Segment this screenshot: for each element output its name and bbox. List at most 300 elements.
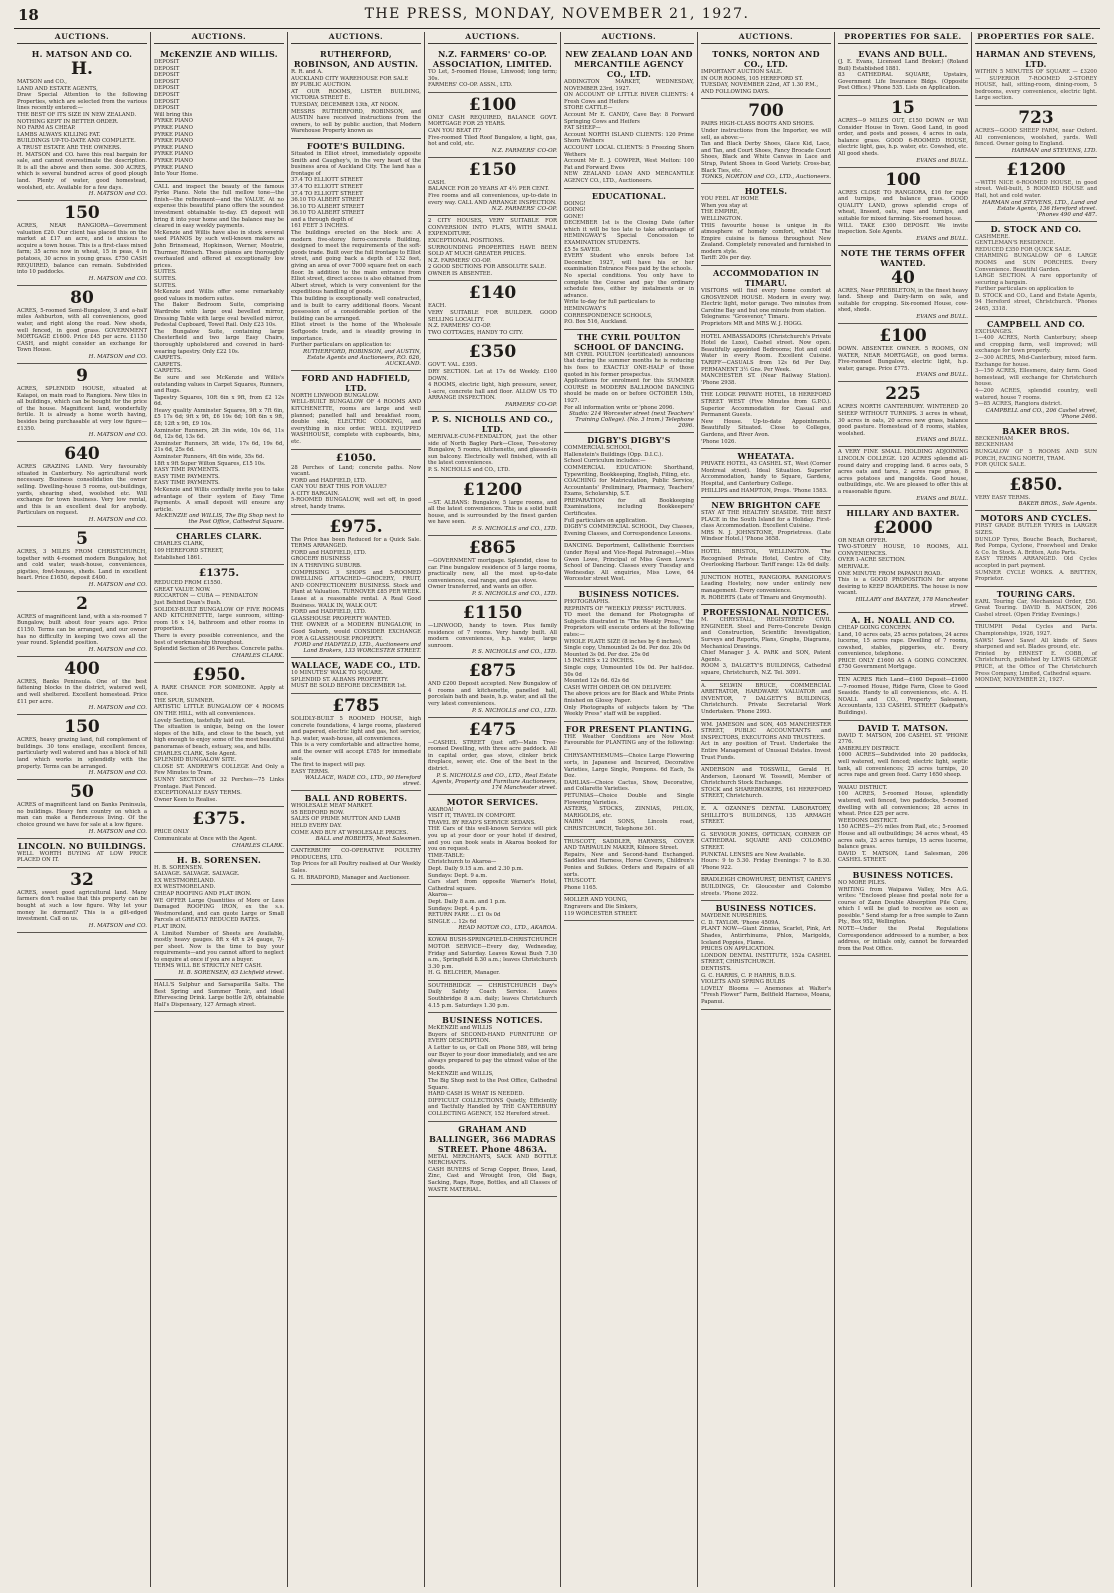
advertisement bbox=[154, 807, 284, 852]
ad-headline-figure: £375. bbox=[192, 809, 246, 830]
advertisement bbox=[428, 47, 557, 93]
ad-title: HOTELS. bbox=[744, 186, 788, 197]
advertisement bbox=[428, 216, 557, 281]
column-1 bbox=[14, 32, 151, 1587]
ad-body-text: ACRES, sweet good agricultural land. Many farmers don't realise that this property can be bought at such a low figure. Why let your money lie dormant? This is a gilt-edged investment. Call on us. bbox=[17, 889, 149, 923]
ad-body-text: CHARLES CLARK, 109 HEREFORD STREET, Established 1861. bbox=[154, 541, 224, 561]
column-8 bbox=[972, 32, 1100, 1587]
ad-body-text: PRIVATE HOTEL, 43 CASHEL ST., West (Corner Montreal street). Ideal Situation. Superior Accommodation, handy to Square, Gardens, Hospital, and Canterbury College. PHILLIPS and HAMPTON, Props. 'Phone 1583. bbox=[701, 461, 831, 494]
ad-title: HARMAN AND STEVENS, LTD. bbox=[975, 49, 1097, 69]
ad-title: CAMPBELL AND CO. bbox=[986, 318, 1086, 329]
ad-body-text: VISITORS will find every home comfort at GROSVENOR HOUSE. Modern in every way. Electric light, motor garage. Two minutes from Caroline Bay and but one minute from station. Telegrams: "Grosvenor," Timaru. Proprietors MR and MRS W. J. HOGG. bbox=[701, 288, 831, 328]
advertisement bbox=[17, 286, 147, 364]
ad-title: DIGBY'S DIGBY'S bbox=[587, 435, 671, 446]
advertisement bbox=[428, 659, 557, 717]
advertisement bbox=[838, 47, 968, 96]
advertisement bbox=[291, 791, 421, 846]
ad-signature: P. S. NICHOLLS and CO., LTD., Real Estate Agents, Property and Furniture Auctioneers, 174 Manchester street. bbox=[432, 772, 557, 791]
ad-signature: EVANS and BULL. bbox=[916, 235, 968, 242]
ad-body-text: ACRES, NEAR RANGIORA—Government valuation £20. Our client has placed this on the market at £17 an acre, and is anxious to acquire a town house. This is a first-class mixed farm; 35 acres now in wheat, 15 in peas, 4 in potatoes, 30 acres in young grass. £750 CASH REQUIRED, balance can remain. Subdivided into 10 paddocks. bbox=[17, 223, 149, 276]
advertisement bbox=[17, 364, 147, 442]
ad-title: BUSINESS NOTICES. bbox=[715, 903, 817, 914]
ad-body-text: MR CYRIL POULTON (certificated) announces that during the summer months he is reducing his fees to EXACTLY ONE-HALF of those quoted in his former prospectus. Applications for enrolment for this SUMMER COURSE in MODERN BALLROOM DANCING should be made on or before OCTOBER 15th, 1927. For all information write or 'phone 2096. bbox=[564, 351, 694, 411]
ad-signature: FARMERS' CO-OP. bbox=[505, 402, 557, 408]
advertisement bbox=[428, 1122, 557, 1198]
ad-body-text: STAY AT THE HEALTHY SEASIDE. THE BEST PLACE in the South Island for a Holiday. First-class Accommodation. Excellent Cuisine. MRS N. J. JOHNSTONE, Proprietress. (Late Windsor Hotel.) 'Phone 3658. bbox=[701, 510, 831, 543]
advertisement bbox=[838, 613, 968, 675]
ad-signature: FORD and HADFIELD, LTD., Auctioneers and Land Brokers, 133 WORCESTER STREET. bbox=[293, 642, 421, 655]
ad-signature: BAKER BROS., Sole Agents. bbox=[1018, 501, 1097, 508]
ad-title: WHEATATA. bbox=[737, 451, 795, 462]
advertisement bbox=[701, 765, 831, 804]
masthead bbox=[14, 4, 1100, 29]
ad-title: A. H. NOALL AND CO. bbox=[850, 614, 956, 625]
ad-title: FOR PRESENT PLANTING. bbox=[565, 723, 693, 734]
advertisement bbox=[291, 658, 421, 694]
column-heading: AUCTIONS. bbox=[564, 32, 694, 44]
ad-body-text: ACRES of magnificent land on Banks Peninsula, no buildings. Heavy fern country on which a man can make a Rendezvous living. Of the choice ground we have for sale at a low figure. bbox=[17, 802, 149, 828]
column-heading: AUCTIONS. bbox=[428, 32, 557, 44]
ad-title: H. B. SORENSEN. bbox=[176, 854, 262, 865]
ad-body-text: PHOTOGRAPHS. REPRINTS OF "WEEKLY PRESS" PICTURES. TO meet the demand for Photographs of Subjects illustrated in "The Weekly Press," the Proprietors will execute orders at the following rates:— WHOLE PLATE SIZE (8 inches by 6 inches). Single copy, Unmounted 2s 0d. Per doz. 20s 0d Mounted 3s 0d. Per doz. 25s 0d 15 INCHES x 12 INCHES. Single copy, Unmounted 10s 0d. Per half-doz. 50s 0d Mounted 12s 6d. 62s 6d CASH WITH ORDER OR ON DELIVERY. The above prices are for Black and White Prints finished on Glossy Paper. Only Photographs of subjects taken by "The Weekly Press" staff will be supplied. bbox=[564, 599, 694, 718]
ad-title: EDUCATIONAL. bbox=[591, 190, 667, 201]
ad-body-text: TRUSCOTT, SADDLER, HARNESS, COVER AND TARPAULIN MAKER, Kilmore Street. Repairs, New and Second-hand Exchanged. Saddles and Harness, Horse Covers, Children's Ponies and Sulkies. Orders and Repairs of all sorts. TRUSCOTT. Phone 1165. bbox=[564, 838, 694, 891]
advertisement bbox=[154, 663, 284, 808]
advertisement bbox=[291, 694, 421, 791]
advertisement bbox=[975, 106, 1097, 158]
ad-body-text: 28 Perches of Land; concrete paths. Now vacant. FORD and HADFIELD, LTD. CAN YOU BEAT THIS FOR VALUE? A CITY BARGAIN. 5-ROOMED BUNGALOW, well set off, in good street, handy trams. bbox=[291, 464, 421, 511]
ad-body-text: R. R. and A. AUCKLAND CITY WAREHOUSE FOR SALE BY PUBLIC AUCTION. AT OUR ROOMS, LISTER BUILDING, VICTORIA STREET E. TUESDAY, DECEMBER 13th, AT NOON. MESSRS RUTHERFORD, ROBINSON, and AUSTIN have received instructions from the owners, to sell by public auction, that Modern Warehouse Property known as bbox=[291, 69, 421, 135]
ad-body-text: MAYDENE NURSERIES. C. D. TAYLOR. 'Phone 4509A. PLANT NOW—Giant Zinnias, Scarlet, Pink, Art Shades, Antirrhinums, Phlox, Marigolds, Iceland Poppies, Flame. PRICES ON APPLICATION. LONDON DENTAL INSTITUTE, 152a CASHEL STREET, CHRISTCHURCH. DENTISTS. G. C. HARRIS, C. P. HARRIS, B.D.S. VIOLETS AND SPRING BULBS LOVELY Blooms — Anemones at Walter's "Fresh Flower" Farm, Beltfield Harness, Moana, Papanui. bbox=[701, 913, 831, 1005]
advertisement bbox=[975, 317, 1097, 424]
advertisement bbox=[428, 795, 557, 936]
column-7 bbox=[835, 32, 972, 1587]
ad-title: ACCOMMODATION IN TIMARU. bbox=[713, 268, 819, 289]
ad-title: FOOTE'S BUILDING. bbox=[306, 140, 406, 151]
ad-body-text: —ST. ALBANS: Bungalow, 5 large rooms, and all the latest conveniences. This is a solid built house, and is surrounded by the finest garden we have seen. bbox=[428, 499, 559, 526]
ad-headline-figure: 700 bbox=[748, 101, 784, 122]
ad-body-text: BECKENHAM BECKENHAM BUNGALOW OF 5 ROOMS AND SUN PORCH, FACING NORTH, TRAM. FOR QUICK SALE. bbox=[975, 435, 1097, 469]
column-heading: AUCTIONS. bbox=[154, 32, 284, 44]
column-4 bbox=[425, 32, 561, 1587]
advertisement bbox=[564, 330, 694, 433]
advertisement bbox=[701, 875, 831, 901]
ad-body-text: ACRES, heavy grazing land, full complement of buildings. 30 tons ensilage, excellent fences, particularly well watered and has a block of hill land which works in splendidly with the property. Terms can be arranged. bbox=[17, 737, 149, 770]
ad-signature: WALLACE, WADE CO., LTD., 90 Hereford street. bbox=[304, 775, 421, 788]
advertisement bbox=[975, 473, 1097, 512]
advertisement bbox=[428, 981, 557, 1013]
column-heading: PROPERTIES FOR SALE. bbox=[975, 32, 1097, 44]
ad-body-text: ACRES, Near PREBBLETON, in the finest heavy land. Sheep and Dairy-farm on sale, and suitable for cropping. Six-roomed House, cow-shed, sheds. bbox=[838, 287, 970, 314]
newspaper-columns bbox=[14, 32, 1100, 1587]
advertisement bbox=[701, 720, 831, 766]
advertisement bbox=[17, 715, 147, 780]
advertisement bbox=[291, 450, 421, 515]
ad-signature: H. B. SORENSEN, 63 Lichfield street. bbox=[178, 970, 284, 977]
ad-title: N.Z. FARMERS' CO-OP. ASSOCIATION, LIMITED. bbox=[432, 49, 553, 69]
ad-title: LINCOLN. NO BUILDINGS. bbox=[18, 840, 146, 851]
ad-headline-figure: 150 bbox=[64, 203, 100, 224]
ad-body-text: REDUCED FROM £1550. GREAT VALUE NOW. RICCARTON — CUBA — FENDALTON Just Behind Dean's Bush. SOLIDLY-BUILT BUNGALOW OF FIVE ROOMS AND KITCHENETTE, large sunroom, sitting-room 16 x 14, bathroom and other rooms in proportion. There is every possible convenience, and the best of workmanship throughout. Splendid Section of 36 Perches. Concrete paths. bbox=[154, 580, 284, 653]
ad-headline-figure: £1200 bbox=[1006, 159, 1066, 180]
ad-body-text: ANDERSON and TOSSWILL, Gerald H. Anderson, Leonard W. Tosswill, Member of Christchurch Stock Exchange. STOCK and SHAREBROKERS, 161 HEREFORD STREET, Christchurch. bbox=[701, 767, 831, 800]
ad-headline-figure: £785 bbox=[332, 695, 380, 716]
ad-title: NEW ZEALAND LOAN AND MERCANTILE AGENCY CO., LTD. bbox=[565, 49, 693, 79]
ad-body-text: McKENZIE and WILLIS Buyers of SECOND-HAND FURNITURE OF EVERY DESCRIPTION. A Letter to us, or Call on Phone 589, will bring our Buyer to your door immediately, and we are always prepared to pay the utmost value of the goods. McKENZIE and WILLIS, The Big Shop next to the Post Office, Cathedral Square. HARD CASH IS WHAT IS NEEDED. DIFFICULT COLLECTIONS Quietly, Efficiently and Tactfully Handled by THE CANTERBURY COLLECTING AGENCY, 152 Hereford street. bbox=[428, 1025, 557, 1117]
ad-signature: P. S. NICHOLLS and CO., LTD. bbox=[471, 707, 557, 714]
ad-title: TOURING CARS. bbox=[996, 588, 1076, 599]
ad-body-text: GOV'T. VAL. £395. DRY SECTION. Let at 17s 6d Weekly. £100 DOWN. 4 ROOMS, electric light, high pressure, sewer, 1-acre, concrete hall and floor. ALLOW US TO ARRANGE INSPECTION. bbox=[428, 362, 557, 402]
ad-signature: H. MATSON and CO. bbox=[88, 922, 147, 929]
ad-signature: CAMPBELL and CO., 206 Cashel street, 'Phone 2466. bbox=[985, 407, 1097, 420]
advertisement bbox=[564, 541, 694, 587]
ad-headline-figure: 723 bbox=[1018, 107, 1054, 128]
advertisement bbox=[564, 47, 694, 189]
advertisement bbox=[154, 980, 284, 1012]
ad-headline-figure: 50 bbox=[70, 782, 94, 803]
ad-body-text: VERY EASY TERMS. bbox=[975, 494, 1031, 501]
ad-body-text: CASHMERE. GENTLEMAN'S RESIDENCE. REDUCED £350 FOR QUICK SALE. CHARMING BUNGALOW OF 6 LARGE ROOMS and SUN PORCHES. Every Convenience. Beautiful Garden. LARGE SECTION. A rare opportunity of securing a bargain. Further particulars on application to D. STOCK and CO., Land and Estate Agents, 94 Hereford street, Christchurch. 'Phones 2465, 3318. bbox=[975, 233, 1097, 313]
ad-body-text: NO MORE PILES. WRITING from Waipawa Valley, Mrs A.G. writes: "Enclosed please find postal note for a course of Zann Double Absorption Pile Cure, which I will be glad to receive as soon as possible." Send stamp for a free sample to Zann Pty., Box 952, Wellington. NOTE—Under the Postal Regulations Correspondence addressed to a number, a box address, or initials only, cannot be forwarded from the Post Office. bbox=[838, 879, 968, 952]
ad-body-text: ACRES of magnificent land, with a six-roomed 7 Bungalow, built about four years ago. Price £1150. Terms can be arranged, and our owner has no difficulty in keeping two cows all the year round. Splendid position. bbox=[17, 613, 149, 647]
ad-body-text: 2 CITY HOUSES, VERY SUITABLE FOR CONVERSION INTO FLATS, WITH SMALL EXPENDITURE. EXCEPTIONAL POSITIONS. SURROUNDING PROPERTIES HAVE BEEN SOLD AT MUCH GREATER PRICES. N.Z. FARMERS' CO-OP. 2 GOOD SECTIONS FOR ABSOLUTE SALE. OWNER IS ABSENTEE. bbox=[428, 218, 557, 277]
ad-body-text: ACRES NORTH CANTERBURY. WINTERED 20 SHEEP WITHOUT TURNIPS. 3 acres in wheat, 30 acres in oats, 20 acres new grass, balance good pasture. Homestead of 8 rooms, stables, woolshed. bbox=[838, 404, 970, 437]
advertisement bbox=[838, 868, 968, 957]
advertisement bbox=[838, 324, 968, 382]
ad-signature: N.Z. FARMERS' CO-OP. bbox=[491, 206, 557, 213]
advertisement bbox=[428, 1013, 557, 1121]
advertisement bbox=[838, 783, 968, 868]
column-2 bbox=[151, 32, 288, 1587]
advertisement bbox=[701, 547, 831, 573]
ad-title: TONKS, NORTON AND CO., LTD. bbox=[712, 49, 820, 69]
advertisement bbox=[154, 47, 284, 182]
ad-body-text: TEN ACRES Rich Land—£160 Deposit—£1600—7-roomed House, Ridge Farm, Close to Good Seaside. Handy to all conveniences, etc. A. H. NOALL and CO., Property Salesmen, Accountants, 133 CASHEL STREET (Kadpath's Buildings). bbox=[838, 677, 970, 717]
ad-body-text: YOU FEEL AT HOME When you stay at THE EMPIRE, WELLINGTON. THIS favourite house is unique in its atmosphere of homely comfort, whilst The Empire cuisine is famous throughout New Zealand. Completely renovated and furnished in modern style. Tariff: 20s per day. bbox=[701, 196, 831, 262]
ad-signature: McKENZIE and WILLIS, The Big Shop next to the Post Office, Cathedral Square. bbox=[155, 513, 284, 526]
advertisement bbox=[975, 222, 1097, 317]
advertisement bbox=[564, 587, 694, 722]
page-number: 18 bbox=[18, 6, 39, 24]
advertisement bbox=[564, 837, 694, 896]
ad-signature: H. MATSON and CO. bbox=[88, 275, 147, 282]
advertisement bbox=[701, 804, 831, 830]
ad-signature: HILLARY and BAXTER, 178 Manchester street. bbox=[855, 596, 968, 609]
ad-headline-figure: £1200 bbox=[462, 479, 523, 500]
ad-headline-figure: H. bbox=[71, 59, 93, 79]
advertisement bbox=[975, 587, 1097, 623]
advertisement bbox=[17, 780, 147, 838]
advertisement bbox=[701, 99, 831, 184]
ad-headline-figure: £100 bbox=[879, 326, 927, 347]
ad-title: HILLARY AND BAXTER. bbox=[846, 507, 960, 518]
column-5 bbox=[561, 32, 698, 1587]
advertisement bbox=[564, 433, 694, 541]
advertisement bbox=[17, 839, 147, 868]
advertisement bbox=[17, 47, 147, 201]
ad-body-text: TRIUMPH Pedal Cycles and Parts. Championships, 1926, 1927. SAWS! Saws! Saws! All kinds of Saws sharpened and set. Blades ground, etc. Printed by ERNEST E. COBB, of Christchurch, published by LEWIS GEORGE PRICE, at the Office of The Christchurch Press Company, Limited, Cathedral square. MONDAY, NOVEMBER 21, 1927. bbox=[975, 624, 1097, 684]
ad-title: FORD AND HADFIELD, LTD. bbox=[301, 372, 411, 393]
ad-title: EVANS AND BULL. bbox=[858, 49, 948, 59]
ad-title: RUTHERFORD, ROBINSON, AND AUSTIN. bbox=[293, 49, 419, 69]
ad-body-text: ACRES, SPLENDID HOUSE, situated at Kaiapoi, on main road to Rangiora. New tiles in all buildings, which can be bought for the price of the house. Magnificent land, wonderfully fertile. It is already a home worth having, besides being purchasable at very low figure—£1350. bbox=[17, 386, 149, 432]
advertisement bbox=[291, 47, 421, 139]
advertisement bbox=[564, 189, 694, 330]
ad-title: BUSINESS NOTICES. bbox=[852, 869, 954, 880]
advertisement bbox=[291, 846, 421, 885]
ad-headline-figure: £475 bbox=[468, 719, 517, 740]
ad-body-text: CANTERBURY CO-OPERATIVE POULTRY PRODUCERS, LTD. Top Prices for all Poultry realised at Our Weekly Sales. G. H. BRADFORD, Manager and Auctioneer. bbox=[291, 848, 421, 881]
ad-body-text: HALL'S Sulphur and Sarsaparilla Salts. The Best Spring and Summer Tonic, and ideal Effervescing Drink. Large bottle 2/6, obtainable Hall's Dispensary, 127 Armagh street. bbox=[154, 982, 286, 1008]
advertisement bbox=[838, 168, 968, 246]
ad-body-text: WM. JAMESON and SON, 405 MANCHESTER STREET, PUBLIC ACCOUNTANTS and INSPECTORS, EXECUTORS AND TRUSTEES. Act in any position of Trust. Undertake the Entire Management of Unusual Estates. Invest Trust Funds. bbox=[701, 721, 831, 761]
ad-headline-figure: £350 bbox=[468, 342, 517, 363]
ad-headline-figure: £850. bbox=[1009, 474, 1063, 495]
advertisement bbox=[428, 478, 557, 536]
ad-body-text: THE Weather Conditions are Now Most Favourable for PLANTING any of the following:— CHRYSANTHEMUMS—Choice Large Flowering sorts, in Japanese and Incurved, Decorative Varieties, Large Single, Pompons. 6d Each, 5s Doz. DAHLIAS—Choice Cactus, Show, Decorative, and Collarette Varieties. PETUNIAS—Choice Double and Single Flowering Varieties. ASTERS, STOCKS, ZINNIAS, PHLOX, MARIGOLDS, etc. NAIRN and SONS, Lincoln road, CHRISTCHURCH, Telephone 361. bbox=[564, 733, 694, 832]
advertisement bbox=[838, 675, 968, 721]
ad-signature: CHARLES CLARK. bbox=[231, 842, 284, 849]
ad-body-text: WHOLESALE MEAT MARKET. 95 BEDFORD ROW. SALES OF PRIME MUTTON AND LAMB HELD EVERY DAY. COME AND BUY AT WHOLESALE PRICES. bbox=[291, 803, 409, 836]
ad-body-text: A VERY FINE SMALL HOLDING ADJOINING LINCOLN COLLEGE. 120 ACRES splendid all-round dairy and cropping land. 6 acres oats, 5 acres oats and tares, 2 acres rape grass, 8 acres potatoes and mangolds. Good house, outbuildings, etc. We are pleased to offer this at a reasonable figure. bbox=[838, 449, 970, 495]
ad-body-text: OR NEAR OFFER. TWO-STOREY HOUSE, 10 ROOMS, ALL CONVENIENCES. OVER 1-ACRE SECTION. MERIVALE. ONE MINUTE FROM PAPANUI ROAD. This is a GOOD PROPOSITION for anyone desiring to KEEP BOARDERS. The house is now vacant. bbox=[838, 537, 968, 597]
ad-signature: H. MATSON and CO. bbox=[88, 705, 147, 712]
column-6 bbox=[698, 32, 835, 1587]
ad-headline-figure: 100 bbox=[885, 169, 921, 190]
ad-headline-figure: £865 bbox=[468, 537, 517, 558]
ad-title: McKENZIE AND WILLIS. bbox=[160, 49, 278, 59]
advertisement bbox=[564, 722, 694, 837]
advertisement bbox=[428, 601, 557, 659]
advertisement bbox=[428, 281, 557, 340]
advertisement bbox=[838, 246, 968, 324]
ad-body-text: DOWN. ABSENTEE OWNER. 5 ROOMS, ON WATER, NEAR MORTGAGE, on good terms. Five-roomed Bungalow, electric light, h.p. water, garage. Price £775. bbox=[838, 346, 970, 372]
ad-signature: N.Z. FARMERS' CO-OP. bbox=[491, 147, 557, 154]
ad-headline-figure: £950. bbox=[192, 664, 246, 685]
advertisement bbox=[701, 605, 831, 680]
advertisement bbox=[291, 139, 421, 371]
ad-body-text: NORTH LINWOOD BUNGALOW. WELL-BUILT BUNGALOW OF 4 ROOMS AND KITCHENETTE, rooms are large and well planned; panelled hall and breakfast room, double sink, ELECTRIC COOKING, and everything in nice order. WELL EQUIPPED WASHHOUSE, complete with cupboards, bins, etc. bbox=[291, 392, 421, 445]
advertisement bbox=[975, 424, 1097, 473]
advertisement bbox=[838, 721, 968, 783]
advertisement bbox=[701, 184, 831, 266]
column-3 bbox=[288, 32, 425, 1587]
advertisement bbox=[701, 573, 831, 605]
advertisement bbox=[17, 442, 147, 527]
ad-body-text: ADDINGTON MARKET, WEDNESDAY, NOVEMBER 23rd, 1927. ON ACCOUNT OF LITTLE RIVER CLIENTS: 4 Fresh Cows and Heifers STORE CATTLE— Account Mr E. CANDY, Cave Bay: 8 Forward Springing Cows and Heifers FAT SHEEP— Account NORTH ISLAND CLIENTS: 120 Prime Shorn Wethers ACCOUNT LOCAL CLIENTS: 5 Freezing Shorn Wethers Account Mr E. J. COWPER, West Melton: 100 Fat and Forward Ewes NEW ZEALAND LOAN AND MERCANTILE AGENCY CO., LTD., Auctioneers. bbox=[564, 79, 694, 184]
ad-body-text: G. SEVIOUR JONES, OPTICIAN, CORNER OF CATHEDRAL SQUARE AND COLOMBO STREET. PUNKTAL LENSES are New Available. Hours: 9 to 5.30. Friday Evenings: 7 to 8.30. 'Phone 922. bbox=[701, 831, 831, 871]
ad-body-text: ACRES CLOSE TO RANGIORA, £16 for rape and turnips, and balance grass. GOOD QUALITY LAND, grows splendid crops of wheat, linseed, oats, rape and turnips, and suitable for mixed farming. Six-roomed house. WILL TAKE £300 DEPOSIT. We invite inspection. Sole Agents. bbox=[838, 189, 968, 236]
ad-headline-figure: £140 bbox=[468, 283, 517, 304]
ad-headline-figure: 225 bbox=[885, 384, 921, 405]
ad-body-text: WITHIN 5 MINUTES OF SQUARE — £3200 — SUPERIOR 7-ROOMED 2-STOREY HOUSE, hall, sitting-room, dining-room, 5 bedrooms, every convenience, electric light. Large section. bbox=[975, 69, 1099, 102]
ad-title: PROFESSIONAL NOTICES. bbox=[702, 607, 830, 618]
ad-headline-figure: 32 bbox=[70, 869, 94, 890]
ad-body-text: BRADLEIGH CROWHURST, DENTIST, CAREY'S BUILDINGS, Cr. Gloucester and Colombo streets. 'Phone 2022. bbox=[701, 877, 833, 897]
ad-title: NOTE THE TERMS OFFER WANTED. bbox=[840, 247, 966, 268]
ad-title: WALLACE, WADE CO., LTD. bbox=[291, 660, 421, 671]
ad-signature: H. MATSON and CO. bbox=[88, 432, 147, 439]
ad-signature: H. MATSON and CO. bbox=[88, 828, 147, 835]
ad-body-text: —CASHEL STREET (just off)—Main Tree-roomed Dwelling, with three acre paddock. All in capital order, gas stove, clinker brick fireplace, sewer, etc. One of the best in the district. bbox=[428, 739, 559, 773]
ad-signature: RUTHERFORD, ROBINSON, and AUSTIN, Estate Agents and Auctioneers, P.O. 626, AUCKLAND. bbox=[302, 348, 421, 367]
ad-signature: EVANS and BULL. bbox=[916, 495, 968, 502]
ad-signature: H. MATSON and CO. bbox=[88, 191, 147, 198]
ad-body-text: FIRST GRADE BUTLER TYRES in LARGER SIZES. DUNLOP Tyres, Bouche Beach, Bucharest, Red Pompa, Cyclone, Freewheel and Drake & Co. In Stock. A. Britten, Auto Parts. EASY TERMS ARRANGED. Old Cycles accepted in part payment. SUMNER CYCLE WORKS. A. BRITTEN, Proprietor. bbox=[975, 523, 1097, 583]
ad-body-text: SOLIDLY-BUILT 5 ROOMED HOUSE, high concrete foundations, 4 large rooms, plastered and papered, electric light and gas, hot service, h.p. water, wash-house, all conveniences. This is a very comfortable and attractive home, and the owner will accept £785 for immediate sale. The first to inspect will pay. EASY TERMS. bbox=[291, 715, 421, 775]
ad-body-text: EXCHANGES. 1—400 ACRES, North Canterbury; sheep and cropping farm, well improved; will exchange for town property. 2—300 ACRES, Mid-Canterbury, mixed farm. Exchange for house. 3—150 ACRES, Ellesmere, dairy farm. Good homestead, will exchange for Christchurch house. 4—200 ACRES, splendid country, well watered, house 7 rooms. 5—85 ACRES, Rangiora district. bbox=[975, 328, 1097, 408]
advertisement bbox=[701, 498, 831, 547]
ad-headline-figure: 5 bbox=[76, 528, 88, 549]
ad-title: MOTORS AND CYCLES. bbox=[980, 513, 1092, 524]
advertisement bbox=[428, 93, 557, 158]
ad-body-text: MOLLER AND YOUNG, Engravers and Die Sinkers, 119 WORCESTER STREET. bbox=[564, 897, 638, 917]
advertisement bbox=[701, 681, 831, 720]
ad-body-text: A RARE CHANCE FOR SOMEONE. Apply at once. THE SPUR, SUMNER. ARTISTIC LITTLE BUNGALOW OF 4 ROOMS ON THE HILL, with all conveniences. Lovely Section, tastefully laid out. The situation is unique, being on the lower slopes of the hills, and close to the beach, yet high enough to enjoy some of the most beautiful panoramas of beach, estuary, sea, and hills. CHARLES CLARK, Sole Agent. SPLENDID BUNGALOW SITE. CLOSE ST. ANDREW'S COLLEGE And Only a Few Minutes to Tram. SUNNY SECTION of 32 Perches—75 Links Frontage. Fast Fenced. EXCEPTIONALLY EASY TERMS. Owner Keen to Realise. bbox=[154, 684, 284, 803]
ad-signature: P. S. NICHOLLS and CO., LTD. bbox=[471, 649, 557, 656]
ad-body-text: WELL WORTH BUYING AT LOW PRICE PLACED ON IT. bbox=[17, 850, 149, 864]
ad-headline-figure: £975. bbox=[329, 516, 383, 537]
advertisement bbox=[17, 657, 147, 715]
ad-body-text: M. CHRYSTALL, REGISTERED CIVIL ENGINEER. Steel and Ferro-Concrete Design and Construction, Scientific Investigation, Surveys and Reports, Plans, Graphs, Diagrams, Mechanical Drawings. Chief Manager J. A. PARK and SON, Patent Agents. ROOM 3, DALGETY'S BUILDINGS, Cathedral square, Christchurch, N.Z. Tel. 3091. bbox=[701, 617, 831, 676]
ad-signature: H. MATSON and CO. bbox=[88, 581, 147, 588]
advertisement bbox=[564, 895, 694, 921]
ad-body-text: A. SELWIN BRUCE, COMMERCIAL ARBITRATOR, HARDWARE VALUATOR and INVENTOR, 7 DALGETY'S BUILDINGS, Christchurch. Private Secretarial Work Undertaken. 'Phone 2993. bbox=[701, 682, 833, 715]
ad-body-text: METAL MERCHANTS, SACK AND BOTTLE MERCHANTS. CASH BUYERS of Scrap Copper, Brass, Lead, Zinc, Cast and Wrought Iron, Old Bags, Sacking, Rags, Rope, Bottles, and all Classes of WASTE MATERIAL. bbox=[428, 1153, 557, 1193]
ad-headline-figure: 80 bbox=[70, 287, 94, 308]
ad-title: DAVID T. MATSON. bbox=[857, 722, 949, 733]
column-heading: AUCTIONS. bbox=[291, 32, 421, 44]
ad-signature: EVANS and BULL. bbox=[916, 157, 968, 164]
ad-signature: H. MATSON and CO. bbox=[88, 354, 147, 360]
ad-title: P. S. NICHOLLS AND CO., LTD. bbox=[431, 414, 554, 434]
ad-signature: BALL and ROBERTS, Meat Salesmen. bbox=[315, 836, 421, 843]
advertisement bbox=[17, 201, 147, 286]
ad-headline-figure: 15 bbox=[891, 97, 915, 118]
column-heading: AUCTIONS. bbox=[17, 32, 147, 44]
ad-body-text: SOUTHBRIDGE — CHRISTCHURCH Day's Daily Safety Coach Service. Leaves Southbridge 8 a.m. daily; leaves Christchurch 4.15 p.m. Saturdays 1.30 p.m. bbox=[428, 982, 559, 1009]
ad-body-text: DAVID T. MATSON, 206 CASHEL ST. 'PHONE 2776. AMBERLEY DISTRICT. 1000 ACRES—Subdivided into 20 paddocks, well watered, well fenced; electric light, septic tank, all conveniences; 25 acres turnips, 20 acres rape and green feed. Carry 1650 sheep. bbox=[838, 732, 968, 779]
ad-body-text: ACRES, Banks Peninsula. One of the best fattening blocks in the district, watered well, and well sheltered. Excellent homestead. Price £11 per acre. bbox=[17, 678, 149, 705]
advertisement bbox=[701, 390, 831, 449]
advertisement bbox=[291, 371, 421, 450]
ad-body-text: MERIVALE-CUM-FENDALTON, just the other side of North Bagley Park—Close, Two-storey Bungalow, 5 rooms, kitchenette, and glassed-in sun balcony. Electrically well finished, with all the latest conveniences. P. S. NICHOLLS and CO., LTD. bbox=[428, 434, 557, 473]
ad-title: NEW BRIGHTON CAFE bbox=[711, 500, 821, 511]
ad-headline-figure: £150 bbox=[468, 159, 517, 180]
ad-body-text: AND £200 Deposit accepted. New Bungalow of 4 rooms and kitchenette, panelled hall, porcelain bath and basin, h.p. water, and all the very latest conveniences. bbox=[428, 681, 559, 708]
ad-title: BALL AND ROBERTS. bbox=[304, 793, 408, 804]
ad-body-text: 10 MINUTES' WALK TO SQUARE. SPLENDID ST. ALBANS PROPERTY. MUST BE SOLD BEFORE DECEMBER 1st. bbox=[291, 670, 407, 690]
advertisement bbox=[154, 853, 284, 981]
advertisement bbox=[17, 527, 147, 592]
advertisement bbox=[17, 592, 147, 657]
ad-signature: P. S. NICHOLLS and CO., LTD. bbox=[471, 525, 557, 532]
ad-signature: HARMAN and STEVENS, LTD. bbox=[1011, 147, 1097, 154]
ad-body-text: Situated in Elliot street, immediately opposite Smith and Caughey's, in the very heart of the business area of Auckland City. The land has a frontage of 37.4 TO ELLIOTT STREET 37.4 TO ELLIOTT STREET 37.4 TO ELLIOTT STREET 36.10 TO ALBERT STREET 36.10 TO ALBERT STREET 36.10 TO ALBERT STREET and a through depth of 161 FEET 3 INCHES. The buildings erected on the block are: A modern five-storey ferro-concrete Building, designed to meet the requirements of the soft-goods trade. Built over the full frontage to Elliot street, and going back a depth of 132 feet, giving an area of over 7000 square feet on each floor. In addition to the main entrance from Elliot street, direct access is also obtained from Albert street, which is very convenient for the expeditious handling of goods. This building is exceptionally well constructed, and is built to carry additional floors. Vacant possession of a considerable portion of the building can be arranged. Elliot street is the home of the Wholesale Softgoods trade, and is steadily growing in importance. Further particulars on application to: bbox=[291, 150, 421, 349]
ad-body-text: (J. E. Evans, Licensed Land Broker.) (Roland Bull) Established 1881. 83 CATHEDRAL SQUARE, Upstairs, Government Life Insurance Bldgs. (Opposite Post Office.) 'Phone 535. Lists on Application. bbox=[838, 59, 968, 92]
advertisement bbox=[975, 158, 1097, 222]
ad-signature: READ MOTOR CO., LTD., AKAROA. bbox=[458, 925, 557, 932]
ad-body-text: PRICE ONLY Communicate at Once with the Agent. bbox=[154, 829, 257, 842]
advertisement bbox=[838, 506, 968, 613]
ad-body-text: CHEAP GOING CONCERN. Land, 10 acres oats, 25 acres potatoes, 24 acres lucerne, 15 acres rape. Dwelling of 7 rooms, cowshed, stables, piggeries, etc. Every convenience, telephone. PRICE ONLY £1600 AS A GOING CONCERN. £750 Government Mortgage. bbox=[838, 624, 968, 671]
ad-body-text: ACRES—GOOD SHEEP FARM, near Oxford. All conveniences, woolshed, yards. Well fenced. Owner going to England. bbox=[975, 127, 1099, 148]
advertisement bbox=[428, 412, 557, 478]
ad-title: THE CYRIL POULTON SCHOOL OF DANCING. bbox=[573, 331, 685, 352]
ad-title: BUSINESS NOTICES. bbox=[578, 589, 680, 599]
advertisement bbox=[428, 158, 557, 216]
ad-body-text: PAIRS HIGH-CLASS BOOTS AND SHOES. Under instructions from the Importer, we will sell, as above:— Tan and Black Derby Shoes, Glace Kid, Lace, and Tan, and Court Shoes, Fancy Brocade Court Shoes, Black and White Canvas in Lace and Strap, Patent Shoes in Good Variety. Cross-bar, Black Ties, etc. bbox=[701, 121, 831, 174]
advertisement bbox=[975, 511, 1097, 586]
ad-body-text: E. A. OZANNE'S DENTAL LABORATORY, SHILLITO'S BUILDINGS, 135 ARMAGH STREET. bbox=[701, 806, 833, 826]
ad-body-text: EACH. VERY SUITABLE FOR BUILDER. GOOD SELLING LOCALITY. N.Z. FARMERS' CO-OP. TWO COTTAGES, HANDY TO CITY. bbox=[428, 303, 557, 336]
advertisement bbox=[701, 901, 831, 1009]
ad-signature: CHARLES CLARK. bbox=[231, 652, 284, 659]
ad-body-text: —GOVERNMENT mortgage. Splendid, close to car. Fine bungalow residence of 5 large rooms, practically new, all the most up-to-date conveniences, coal range, and gas stove. Owner transferred, and wants an offer. bbox=[428, 557, 557, 591]
advertisement bbox=[17, 868, 147, 933]
ad-body-text: COMMERCIAL SCHOOL, Hallenstein's Buildings (Opp. D.I.C.). School Curriculum includes:— COMMERCIAL EDUCATION: Shorthand, Typewriting, Bookkeeping, English, Filing, etc. COACHING for Matriculation, Public Service, Accountants' Preliminary, Pharmacy, Teachers' Exams, Scholarship, S.T. PREPARATION for all Bookkeeping Examinations, including Bookkeepers' Certificates. Full particulars on application. DIGBY'S COMMERCIAL SCHOOL, Day Classes, Evening Classes, and Correspondence Lessons. bbox=[564, 445, 694, 537]
ad-body-text: THE LODGE PRIVATE HOTEL, 18 HEREFORD STREET WEST (Five Minutes from G.P.O.). Superior Accommodation for Casual and Permanent Guests. New House. Up-to-date Appointments. Beautifully Situated. Close to Colleges, Gardens, and River Avon. 'Phone 1026. bbox=[701, 392, 831, 445]
advertisement bbox=[428, 935, 557, 981]
ad-signature: EVANS and BULL. bbox=[916, 437, 968, 444]
advertisement bbox=[154, 182, 284, 530]
advertisement bbox=[838, 96, 968, 168]
ad-body-text: WAIAU DISTRICT. 100 ACRES, 5-roomed House, splendidly watered, well fenced, two paddocks, 5-roomed dwelling with all conveniences; 28 acres in wheat. Price £25 per acre. WEEDONS DISTRICT. 150 ACRES—2½ miles from Rail, etc.; 5-roomed House and all outbuildings; 34 acres wheat, 45 acres oats, 23 acres turnips, 15 acres lucerne, balance grass. DAVID T. MATSON, Land Salesman, 206 CASHEL STREET. bbox=[838, 784, 968, 864]
ad-signature: Studio: 214 Worcester street (next Teachers' Training College). (No. 3 tram.) Telephone 2096. bbox=[569, 411, 694, 430]
ad-body-text: JUNCTION HOTEL, RANGIORA. RANGIORA'S Leading Hostelry, now under entirely new management. Every convenience. R. ROBERTS (Late of Timaru and Greymouth). bbox=[701, 574, 831, 601]
ad-body-text: CALL and inspect the beauty of the famous Pyrke Piano. Note the full mellow tone—the finish—the refinement—and the VALUE. At no expense this beautiful piano offers the soundest investment obtainable to-day. £5 deposit will bring it into your home and the balance may be cleared in easy weekly payments. McKenzie and Willis have also in stock several used PIANOS by such well-known makers as John Brinsmead, Hopkinson, Werner, Moutrie, Thurmer, Rönisch. These pianos are thoroughly overhauled and offered at exceptionally low prices. SUITES. SUITES. SUITES. McKenzie and Willis offer some remarkably good values in modern suites. The Baker Bedroom Suite, comprising Wardrobe with large oval bevelled mirror, Dressing Table with large oval bevelled mirror, Pedestal Cupboard, Towel Rail. Only £23 10s. The Bungalow Suite, containing large Chesterfield and two large Easy Chairs, thoroughly upholstered and covered in hard-wearing tapestry. Only £22 10s. CARPETS. CARPETS. CARPETS. Be sure and see McKenzie and Willis's outstanding values in Carpet Squares, Runners, and Rugs. Tapestry Squares, 10ft 6in x 9ft, from £2 12s 6d. Heavy quality Axminster Squares, 9ft x 7ft 6in, £5 17s 6d; 9ft x 9ft, £6 19s 6d; 10ft 6in x 9ft, £8; 12ft x 9ft, £9 10s. Axminster Runners, 2ft 3in wide, 10s 6d, 11s 6d, 12s 6d, 13s 6d. Axminster Runners, 3ft wide, 17s 6d, 19s 6d, 21s 6d, 25s 6d. Axminster Runners, 4ft 6in wide, 35s 6d. 18ft x 9ft Super Wilton Squares, £15 10s. EASY TIME PAYMENTS. EASY TIME PAYMENTS. EASY TIME PAYMENTS. McKenzie and Willis cordially invite you to take advantage of their system of Easy Time Payments. A small deposit will ensure any article. bbox=[154, 183, 284, 513]
advertisement bbox=[701, 332, 831, 391]
advertisement bbox=[428, 340, 557, 412]
ad-headline-figure: 9 bbox=[76, 366, 88, 386]
ad-title: CHARLES CLARK. bbox=[176, 531, 262, 542]
ad-headline-figure: 40 bbox=[891, 267, 915, 288]
column-heading: PROPERTIES FOR SALE. bbox=[838, 32, 968, 44]
ad-body-text: CASH. BALANCE FOR 20 YEARS AT 4½ PER CENT. Five rooms and all conveniences, up-to-date in every way. CALL AND ARRANGE INSPECTION. bbox=[428, 179, 557, 206]
ad-headline-figure: £1150 bbox=[462, 602, 523, 623]
advertisement bbox=[701, 266, 831, 332]
ad-body-text: ACRES—9 MILES OUT, £150 DOWN or Will Consider House in Town. Good Land, in good order, and posts and posses, 4 acres in oats, balance grass. GOOD 6-ROOMED HOUSE, electric light, gas, h.p. water, etc. Cowshed, etc. All good sheds. bbox=[838, 117, 970, 157]
ad-body-text: The Price has been Reduced for a Quick Sale. TERMS ARRANGED. FORD and HADFIELD, LTD. GROCERY BUSINESS IN A THRIVING SUBURB. COMPRISING 3 SHOPS and 5-ROOMED DWELLING ATTACHED—GROCERY, FRUIT, AND CONFECTIONERY BUSINESS. Stock and Plant at Valuation. TURNOVER £85 PER WEEK. Lease at a reasonable rental. A Real Good Business. WALK IN, WALK OUT. FORD and HADFIELD, LTD. GLASSHOUSE PROPERTY WANTED. THE OWNER of a MODERN BUNGALOW, in Good Suburb, would CONSIDER EXCHANGE FOR A GLASSHOUSE PROPERTY. bbox=[291, 536, 421, 642]
newspaper-title: THE PRESS, MONDAY, NOVEMBER 21, 1927. bbox=[364, 6, 750, 22]
advertisement bbox=[154, 529, 284, 565]
ad-headline-figure: £1375. bbox=[198, 567, 240, 580]
ad-signature: EVANS and BULL. bbox=[916, 372, 968, 379]
ad-headline-figure: £100 bbox=[468, 94, 517, 115]
ad-title: D. STOCK AND CO. bbox=[990, 223, 1082, 234]
ad-headline-figure: £2000 bbox=[873, 517, 933, 538]
ad-headline-figure: £1050. bbox=[335, 451, 377, 464]
advertisement bbox=[975, 622, 1097, 687]
ad-body-text: IMPORTANT AUCTION SALE. IN OUR ROOMS, 105 HEREFORD ST. TUESDAY, NOVEMBER 22nd, AT 1.30 P.M., AND FOLLOWING DAYS. bbox=[701, 69, 819, 95]
ad-signature: P. S. NICHOLLS and CO., LTD. bbox=[471, 590, 557, 597]
ad-body-text: DEPOSIT DEPOSIT DEPOSIT DEPOSIT DEPOSIT DEPOSIT DEPOSIT DEPOSIT Will bring this PYRKE PIANO PYRKE PIANO PYRKE PIANO PYRKE PIANO PYRKE PIANO PYRKE PIANO PYRKE PIANO PYRKE PIANO Into Your Home. bbox=[154, 59, 199, 178]
ad-body-text: H. B. SORENSEN. SALVAGE. SALVAGE. SALVAGE. EX WESTMORELAND. EX WESTMORELAND. CHEAP ROOFING AND FLAT IRON. WE OFFER Large Quantities of More or Less Damaged ROOFING IRON, ex the s.s. Westmoreland, and can quote Large or Small Parcels at GREATLY REDUCED RATES. FLAT IRON. A Limited Number of Sheets are Available, mostly heavy gauges. 8ft x 4ft x 24 gauge, 7/- per sheet. Now is the time to buy your requirements—and you cannot afford to neglect to enquire at once if you are a buyer. TERMS WILL BE STRICTLY NET CASH. bbox=[154, 864, 284, 970]
advertisement bbox=[701, 449, 831, 498]
ad-title: BUSINESS NOTICES. bbox=[442, 1015, 543, 1026]
ad-body-text: HOTEL AMBASSADORS (Christchurch's Private Hotel de Luxe), Cashel street. Now open. Beautifully appointed Bedrooms; Hot and cold Water in every Room. Excellent Cuisine. TARIFF—CASUALS from 12s 6d Per Day. PERMANENT 3½ Gns. Per Week. MANCHESTER ST. (Near Railway Station). 'Phone 2938. bbox=[701, 333, 831, 386]
ad-headline-figure: £875 bbox=[468, 661, 517, 682]
ad-headline-figure: 150 bbox=[64, 717, 100, 738]
advertisement bbox=[975, 47, 1097, 106]
ad-signature: H. MATSON and CO. bbox=[88, 770, 147, 777]
ad-body-text: DANCING. Deportment, Callisthenic Exercises (under Royal and Vice-Regal Patronage).—Miss Gwen Lowe, Principal of Miss Gwen Lowe's School of Dancing. Classes every Tuesday and Wednesday. All enquiries, Miss Lowe, 64 Worcester street West. bbox=[564, 543, 696, 583]
ad-body-text: TO Let, 5-roomed House, Linwood; long term; 30s. FARMERS' CO-OP. ASSN., LTD. bbox=[428, 69, 557, 89]
ad-body-text: AKAROA! VISIT IT, TRAVEL IN COMFORT. TRAVEL BY READ'S SERVICE SEDANS. THE Cars of this well-known Service will pick you up at your door or your hotel if desired, and you can book seats in Akaroa booked for you on request. TIME-TABLE: Christchurch to Akaroa— Dept. Daily 9.15 a.m. and 2.30 p.m. Sundays: Dept. 9 a.m. Cars start from opposite Warner's Hotel, Cathedral square. Akaroa— Dept. Daily 8 a.m. and 1 p.m. Sundays: Dept. 4 p.m. RETURN FARE ... £1 0s 0d SINGLE ... 12s 6d bbox=[428, 806, 557, 925]
advertisement bbox=[701, 47, 831, 99]
ad-signature: H. MATSON and CO. bbox=[88, 646, 147, 653]
ad-title: H. MATSON AND CO. bbox=[31, 49, 133, 59]
